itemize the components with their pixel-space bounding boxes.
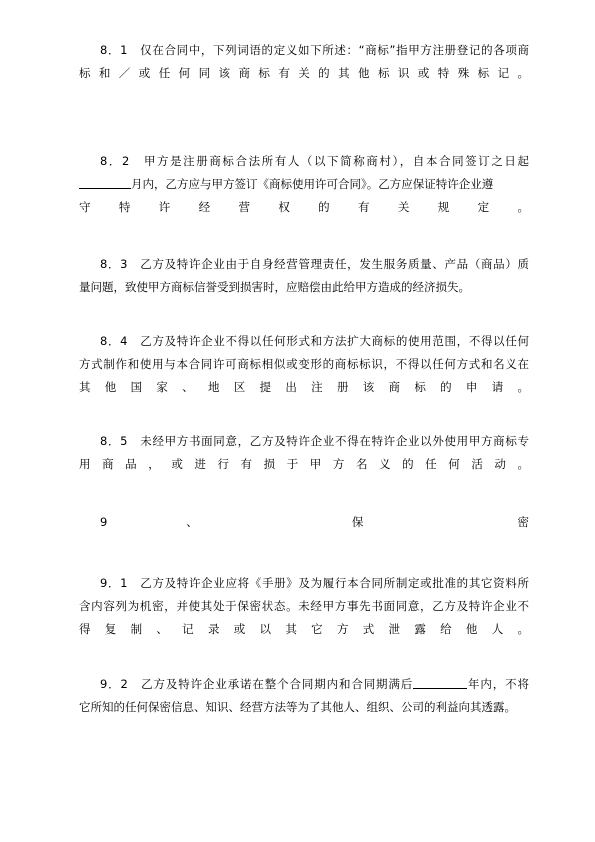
clause-8-2-line-3: 守特许经营权的有关规定。 <box>79 200 529 214</box>
clause-9-1-line-2: 含内容列为机密，并使其处于保密状态。未经甲方事先书面同意，乙方及特许企业不 <box>79 599 529 613</box>
clause-8-4-line-3: 其他国家、地区提出注册该商标的申请。 <box>79 380 529 394</box>
clause-9-1-line-3: 得复制、记录或以其它方式泄露给他人。 <box>79 622 529 636</box>
clause-8-2-line-2 <box>79 173 529 196</box>
section-9-title-char-2: 密 <box>517 515 529 529</box>
clause-8-3-line-1: 8．3 乙方及特许企业由于自身经营管理责任，发生服务质量、产品（商品）质 <box>100 257 529 271</box>
clause-9-2-line-1-tail: 年内，不将 <box>467 677 529 691</box>
clause-9-1-line-1: 9．1 乙方及特许企业应将《手册》及为履行本合同所制定或批准的其它资料所 <box>100 576 529 590</box>
clause-8-5 <box>79 430 529 476</box>
clause-8-1-line-2: 标和／或任何同该商标有关的其他标识或特殊标记。 <box>79 66 529 80</box>
fill-in-blank-months[interactable] <box>79 176 131 189</box>
clause-8-2-line-1: 8．2 甲方是注册商标合法所有人（以下简称商村），自本合同签订之日起 <box>100 154 529 168</box>
clause-9-2-line-2: 它所知的任何保密信息、知识、经营方法等为了其他人、组织、公司的利益向其透露。 <box>79 700 516 714</box>
clause-8-4 <box>79 330 529 399</box>
clause-8-3 <box>79 253 529 299</box>
section-9-number: 9 <box>100 515 108 529</box>
clause-8-4-line-1: 8．4 乙方及特许企业不得以任何形式和方法扩大商标的使用范围，不得以任何 <box>100 334 529 348</box>
section-9-separator: 、 <box>186 515 273 529</box>
clause-9-2 <box>79 673 529 719</box>
clause-8-1 <box>79 39 529 85</box>
fill-in-blank-years[interactable] <box>413 676 467 689</box>
clause-9-2-line-1 <box>79 673 529 696</box>
clause-8-5-line-2: 用商品，或进行有损于甲方名义的任何活动。 <box>79 457 529 471</box>
clause-8-4-line-2: 方式制作和使用与本合同许可商标相似或变形的商标标识，不得以任何方式和名义在 <box>79 357 529 371</box>
clause-8-2-line-2-text: 月内，乙方应与甲方签订《商标使用许可合同》。乙方应保证特许企业遵 <box>131 177 494 191</box>
section-9-title-char-1: 保 <box>351 515 439 529</box>
clause-9-1 <box>79 572 529 641</box>
section-9-heading-line <box>79 511 529 534</box>
clause-8-3-line-2: 量问题，致使甲方商标信誉受到损害时，应赔偿由此给甲方造成的经济损失。 <box>79 280 470 294</box>
clause-8-2 <box>79 150 529 219</box>
clause-9-2-line-1-text: 9．2 乙方及特许企业承诺在整个合同期内和合同期满后 <box>100 677 414 691</box>
clause-8-1-line-1: 8．1 仅在合同中，下列词语的定义如下所述：“商标”指甲方注册登记的各项商 <box>100 43 529 57</box>
clause-8-5-line-1: 8．5 未经甲方书面同意，乙方及特许企业不得在特许企业以外使用甲方商标专 <box>100 434 529 448</box>
section-9-heading <box>79 511 529 534</box>
